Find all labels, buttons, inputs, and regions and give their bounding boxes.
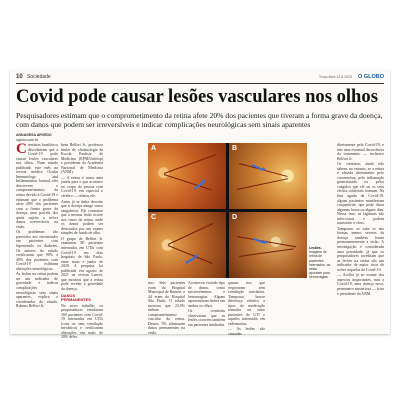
retina-image-c	[148, 212, 226, 278]
newspaper-logo: O GLOBO	[358, 74, 384, 80]
section-name: Sociedade	[27, 74, 51, 80]
edition-date: Terça-feira 12.8.2023	[318, 75, 352, 79]
paragraph: — Acolha já ao exame dos aspectos importantes, mas a Covid-19, uma doença nova, permanece misteriosa — frisa o presidente da ANM.	[337, 273, 384, 296]
paragraph: O grupo de Belfort Jr. examinou 80 pacientes internados em UTIs com Covid-19 em dois hospitais de São Paulo, entre maio e junho de 2020. A pesquisa foi publicada em agosto de 2021 na revista Lancet, que mostrou que a retina pode revelar a gravidade da doença.	[61, 236, 103, 291]
article-column-1	[16, 143, 58, 331]
article-column-6	[337, 143, 384, 331]
vessel-line	[168, 245, 213, 264]
newspaper-page	[10, 70, 390, 340]
byline-author: ANNAGESA ARVEDO	[16, 133, 52, 137]
panel-label-a: A	[151, 145, 157, 152]
article-column-2	[61, 143, 103, 340]
paragraph: — A retina é como uma janela para o que acontece no corpo da pessoa com Covid-19, em especial o cérebro — relatou ele.	[61, 175, 103, 199]
panel-label-c: C	[151, 214, 157, 221]
arrow-icon	[185, 256, 196, 263]
paragraph: Antes já se tinha descrito que a doença atinge vasos sanguíneos. Ele constatou que a mesma lesão ocorre nos vasos da retina, onde os danos podem ser detectados por um exame simples de fundo de olho.	[61, 199, 103, 236]
byline-contact: oglobo.com.br	[16, 137, 39, 142]
article-column-3	[148, 281, 185, 336]
arrow-icon	[253, 238, 265, 244]
panel-label-b: B	[232, 145, 238, 152]
paragraph: rias. Seis pacientes eram do Hospital Municipal de Barueri, e 44 eram do Hospital São Paulo. O estudo mostrou que 23,9% tinham comprometimento vascular da retina. Destes, 5% afirmaram danos permanentes na visão.	[148, 281, 185, 336]
retina-image-b	[229, 143, 307, 209]
paragraph: ientistas brasileiros descobriram que a Covid-19 pode causar lesões vasculares nos olhos. Num estudo publicado este mês na revista médica Ocular Immunology and Inflammation Journal, eles descrevem o comprometimento da retina devido à Covid-19 e estimam que o problema afete 20% dos pacientes com a forma grave da doença, uma parcela dos quais sujeita a sofrer danos irreversíveis na visão.	[16, 143, 58, 229]
retina-image-a	[148, 143, 226, 209]
paragraph: Os cientistas ainda não sabem, no entanto, se a retina é afetada diretamente pelo coronavírus, pela inflamação generalizada ou pelos coágulos que ele ou os seus efeitos colaterais formam. Na fase aguda da Covid-19, alguns pacientes manifestam conjuntivite, que pode durar algumas horas ou alguns dias. Nessa fase, as lágrimas são infecciosas e podem transmitir o vírus.	[337, 162, 384, 226]
vessel-line	[237, 178, 288, 190]
page-number: 10	[16, 74, 23, 80]
article-column-4	[188, 281, 225, 331]
retina-image-d	[229, 212, 307, 278]
paragraph: bens Belfort Jr., professor titular de oftalmologia da Escola Paulista de Medicina (EPM/Unifesp) e presidente da Academia Nacional de Medicina (ANM).	[61, 143, 103, 175]
vessel-line	[168, 223, 214, 245]
paragraph: As lesões na retina podem ser um indicador de gravidade e indicar complicações neurológicas sem sinais aparentes, explica o coordenador do estudo, Rubens Belfort Jr.	[16, 272, 58, 309]
paragraph: Os cientistas observaram que as lesões ocorrem também em pacientes intubados	[188, 309, 225, 327]
paragraph: Aconteceu variado tipo de danos, como microvérminos e hemorragias. Alguns apresentaram lesões em ambos os olhos.	[188, 281, 225, 308]
caption-text: Imagens de retina de pacientes internados: as setas apontam para hemorragias	[309, 250, 331, 280]
paragraph: quanto nos que respiravam sem ventilação mecânica. Tampouco houve diferença relativa a tipos de medicação tomados ou entre pacientes de UTI e aqueles internados em enfermarias.	[228, 281, 265, 326]
dropcap: C	[16, 141, 27, 157]
caption-title: Lesões.	[309, 246, 322, 250]
headline: Covid pode causar lesões vasculares nos olhos	[16, 86, 378, 107]
paragraph: diretamente pela Covid-19, e não uma eventual decorrência do tratamento — esclarece Belfort Jr.	[337, 143, 384, 161]
deck: Pesquisadores estimam que o comprometimento da retina afete 20% dos pacientes que tiveram a forma grave da doença, com danos que podem ser irreversíveis e indicar complicações neurológicas sem sinais aparentes	[16, 111, 383, 129]
figure-caption	[309, 246, 331, 280]
vessel-line	[164, 154, 216, 174]
header-rule	[16, 83, 384, 84]
panel-label-d: D	[232, 214, 238, 221]
paragraph: Os problemas são parecidos aos encontrados em pacientes com hipertensão ou diabetes. Os autores do estudo verificaram que 90% a 40% dos pacientes com Covid-19 exibiram alterações neurológicas.	[16, 230, 58, 271]
subhead: DANOS PERMANENTES	[61, 292, 91, 303]
vessel-line	[239, 248, 294, 257]
paragraph: No novo trabalho, os pesquisadores estudaram 160 pacientes com Covid-19 internados em UTIs (com ou sem ventilação mecânica) e verificaram alterações em mais de 20% deles.	[61, 303, 103, 340]
retina-photo-grid	[148, 143, 307, 278]
paragraph: Tampouco se sabe se tais formas menos severas da doença também lesam permanentemente a visão. A investigação é considerada uma prioridade, já que os pesquisadores acreditam que as lesões na retina são um indicador de maior risco de sofrer sequelas da Covid-19.	[337, 226, 384, 272]
page-header	[16, 74, 384, 83]
article-column-5	[228, 281, 265, 337]
paragraph: — As lesões são causadas	[228, 327, 265, 337]
